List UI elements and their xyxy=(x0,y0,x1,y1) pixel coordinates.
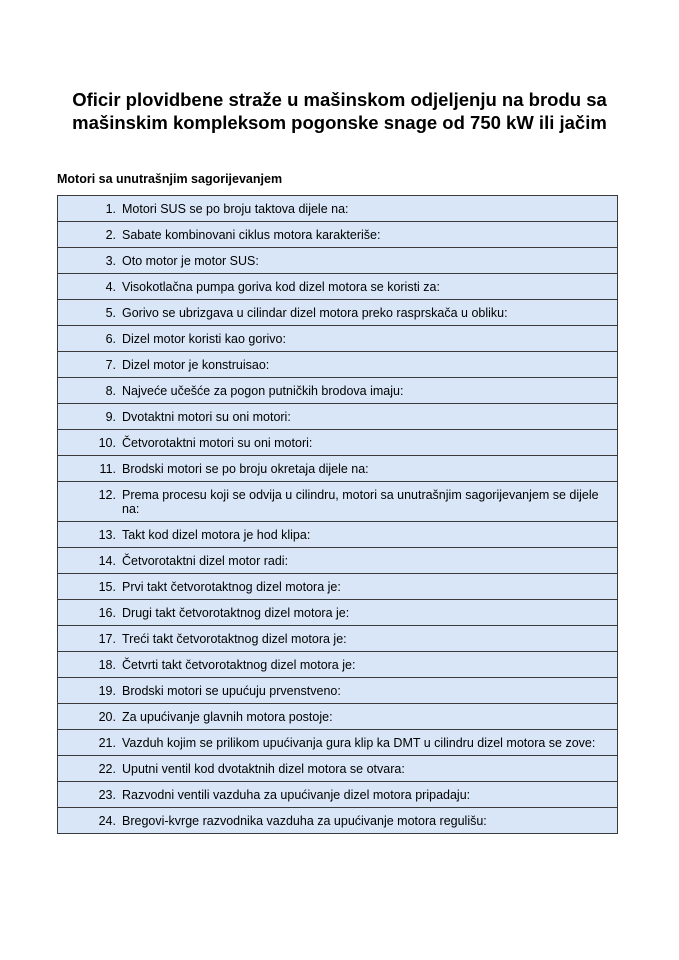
question-text: Visokotlačna pumpa goriva kod dizel motora se koristi za: xyxy=(122,280,440,294)
question-text: Dizel motor koristi kao gorivo: xyxy=(122,332,286,346)
question-text: Oto motor je motor SUS: xyxy=(122,254,259,268)
question-row xyxy=(58,430,618,456)
question-number: 10. xyxy=(98,436,116,450)
question-number: 12. xyxy=(98,488,116,502)
question-number: 18. xyxy=(98,658,116,672)
question-row xyxy=(58,652,618,678)
question-number: 8. xyxy=(105,384,116,398)
questions-table-body xyxy=(58,196,618,834)
question-text: Za upućivanje glavnih motora postoje: xyxy=(122,710,333,724)
question-row xyxy=(58,808,618,834)
question-row xyxy=(58,378,618,404)
question-row xyxy=(58,548,618,574)
question-row xyxy=(58,756,618,782)
question-row xyxy=(58,782,618,808)
question-row xyxy=(58,482,618,522)
question-text: Gorivo se ubrizgava u cilindar dizel motora preko rasprskača u obliku: xyxy=(122,306,508,320)
question-number: 20. xyxy=(98,710,116,724)
question-row xyxy=(58,522,618,548)
question-cell xyxy=(58,300,618,326)
question-cell xyxy=(58,326,618,352)
question-number: 16. xyxy=(98,606,116,620)
question-number: 9. xyxy=(105,410,116,424)
title-line-1: Oficir plovidbene straže u mašinskom odjeljenju na brodu sa xyxy=(72,89,607,110)
question-number: 24. xyxy=(98,814,116,828)
question-number: 14. xyxy=(98,554,116,568)
question-cell xyxy=(58,274,618,300)
question-row xyxy=(58,600,618,626)
questions-table xyxy=(57,195,618,834)
question-text: Prvi takt četvorotaktnog dizel motora je: xyxy=(122,580,341,594)
question-number: 19. xyxy=(98,684,116,698)
question-number: 6. xyxy=(105,332,116,346)
question-cell xyxy=(58,430,618,456)
question-cell xyxy=(58,600,618,626)
question-cell xyxy=(58,222,618,248)
question-row xyxy=(58,352,618,378)
question-row xyxy=(58,274,618,300)
question-cell xyxy=(58,482,618,522)
question-text: Dizel motor je konstruisao: xyxy=(122,358,270,372)
question-text: Treći takt četvorotaktnog dizel motora je: xyxy=(122,632,347,646)
question-row xyxy=(58,326,618,352)
question-text: Dvotaktni motori su oni motori: xyxy=(122,410,291,424)
question-row xyxy=(58,222,618,248)
question-text: Bregovi-kvrge razvodnika vazduha za upućivanje motora regulišu: xyxy=(122,814,487,828)
question-cell xyxy=(58,756,618,782)
question-text: Razvodni ventili vazduha za upućivanje dizel motora pripadaju: xyxy=(122,788,471,802)
question-cell xyxy=(58,704,618,730)
question-text: Vazduh kojim se prilikom upućivanja gura klip ka DMT u cilindru dizel motora se zove: xyxy=(122,736,596,750)
question-cell xyxy=(58,678,618,704)
question-number: 22. xyxy=(98,762,116,776)
document-title xyxy=(40,88,639,134)
question-number: 7. xyxy=(105,358,116,372)
question-text: Uputni ventil kod dvotaktnih dizel motora se otvara: xyxy=(122,762,405,776)
question-row xyxy=(58,196,618,222)
question-cell xyxy=(58,378,618,404)
question-cell xyxy=(58,782,618,808)
question-text: Brodski motori se upućuju prvenstveno: xyxy=(122,684,341,698)
question-text: Takt kod dizel motora je hod klipa: xyxy=(122,528,311,542)
question-row xyxy=(58,404,618,430)
question-text: Najveće učešće za pogon putničkih brodova imaju: xyxy=(122,384,404,398)
question-number: 1. xyxy=(105,202,116,216)
question-cell xyxy=(58,456,618,482)
question-cell xyxy=(58,196,618,222)
question-number: 3. xyxy=(105,254,116,268)
question-cell xyxy=(58,626,618,652)
question-cell xyxy=(58,248,618,274)
question-cell xyxy=(58,522,618,548)
question-number: 5. xyxy=(105,306,116,320)
question-number: 13. xyxy=(98,528,116,542)
question-row xyxy=(58,300,618,326)
question-text: Četvorotaktni dizel motor radi: xyxy=(122,554,289,568)
question-number: 23. xyxy=(98,788,116,802)
question-text: Drugi takt četvorotaktnog dizel motora je: xyxy=(122,606,350,620)
question-number: 15. xyxy=(98,580,116,594)
section-heading: Motori sa unutrašnjim sagorijevanjem xyxy=(57,172,283,186)
question-text: Motori SUS se po broju taktova dijele na: xyxy=(122,202,349,216)
question-row xyxy=(58,704,618,730)
question-text: Sabate kombinovani ciklus motora karakteriše: xyxy=(122,228,381,242)
question-cell xyxy=(58,352,618,378)
question-text: Brodski motori se po broju okretaja dijele na: xyxy=(122,462,369,476)
question-row xyxy=(58,678,618,704)
question-row xyxy=(58,730,618,756)
question-text: Četvorotaktni motori su oni motori: xyxy=(122,436,313,450)
question-row xyxy=(58,248,618,274)
question-text: Četvrti takt četvorotaktnog dizel motora je: xyxy=(122,658,356,672)
question-cell xyxy=(58,730,618,756)
question-text: Prema procesu koji se odvija u cilindru, motori sa unutrašnjim sagorijevanjem se dijele na: xyxy=(122,488,599,516)
question-cell xyxy=(58,574,618,600)
question-cell xyxy=(58,652,618,678)
question-row xyxy=(58,626,618,652)
question-row xyxy=(58,574,618,600)
question-number: 21. xyxy=(98,736,116,750)
question-cell xyxy=(58,808,618,834)
question-cell xyxy=(58,404,618,430)
question-cell xyxy=(58,548,618,574)
question-number: 11. xyxy=(99,462,116,476)
question-row xyxy=(58,456,618,482)
question-number: 4. xyxy=(105,280,116,294)
title-line-2: mašinskim kompleksom pogonske snage od 750 kW ili jačim xyxy=(72,112,607,133)
question-number: 2. xyxy=(105,228,116,242)
question-number: 17. xyxy=(98,632,116,646)
